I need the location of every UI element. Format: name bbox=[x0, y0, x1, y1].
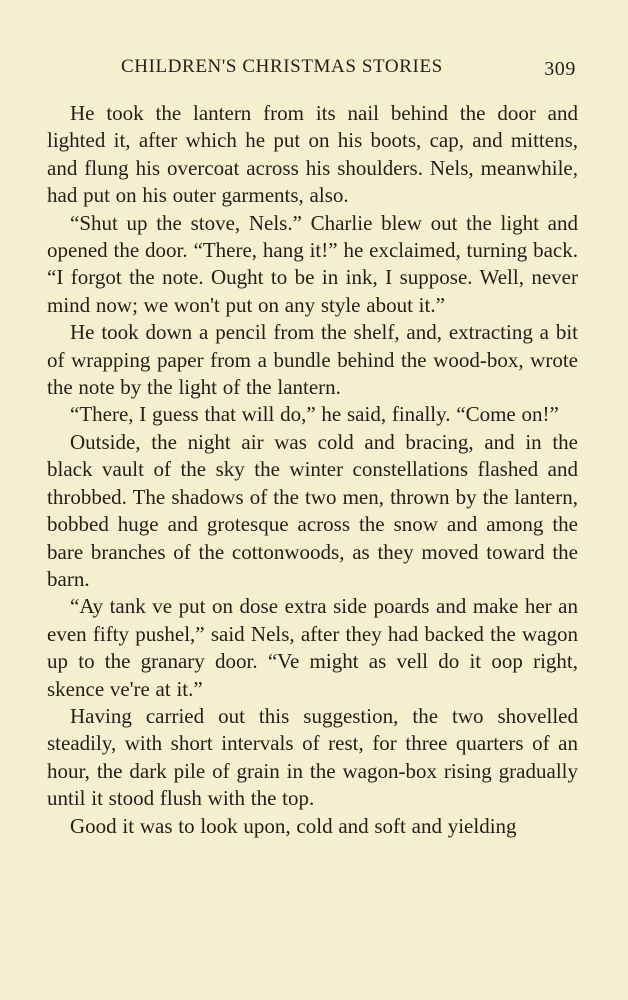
paragraph: “Shut up the stove, Nels.” Charlie blew out the light and opened the door. “There, hang it!” he exclaimed, turning back. “I forgot the note. Ought to be in ink, I suppose. Well, never mind now; we won't put on any style about it.” bbox=[47, 210, 578, 317]
paragraph: Good it was to look upon, cold and soft and yielding bbox=[70, 813, 517, 838]
page-number: 309 bbox=[544, 58, 576, 80]
running-title: CHILDREN'S CHRISTMAS STORIES bbox=[121, 56, 443, 77]
paragraph: He took down a pencil from the shelf, and, extracting a bit of wrapping paper from a bundle behind the wood-box, wrote the note by the light of the lantern. bbox=[47, 320, 578, 400]
paragraph: Having carried out this suggestion, the two shovelled steadily, with short intervals of rest, for three quarters of an hour, the dark pile of grain in the wagon-box rising gradually until it stood flush with the top. bbox=[47, 703, 578, 811]
paragraph: “Ay tank ve put on dose extra side poards and make her an even fifty pushel,” said Nels, after they had backed the wagon up to the granary door. “Ve might as vell do it oop right, skence ve're at it.” bbox=[47, 594, 578, 701]
running-header bbox=[47, 52, 578, 84]
paragraph: Outside, the night air was cold and bracing, and in the black vault of the sky the winter constellations flashed and throbbed. The shadows of the two men, thrown by the lantern, bobbed huge and grotesque across the snow and among the bare branches of the cottonwoods, as they moved toward the barn. bbox=[47, 429, 578, 591]
body-text bbox=[47, 100, 578, 840]
paragraph: He took the lantern from its nail behind the door and lighted it, after which he put on his boots, cap, and mittens, and flung his overcoat across his shoulders. Nels, meanwhile, had put on his outer garments, also. bbox=[47, 101, 578, 208]
paragraph: “There, I guess that will do,” he said, finally. “Come on!” bbox=[70, 402, 559, 427]
